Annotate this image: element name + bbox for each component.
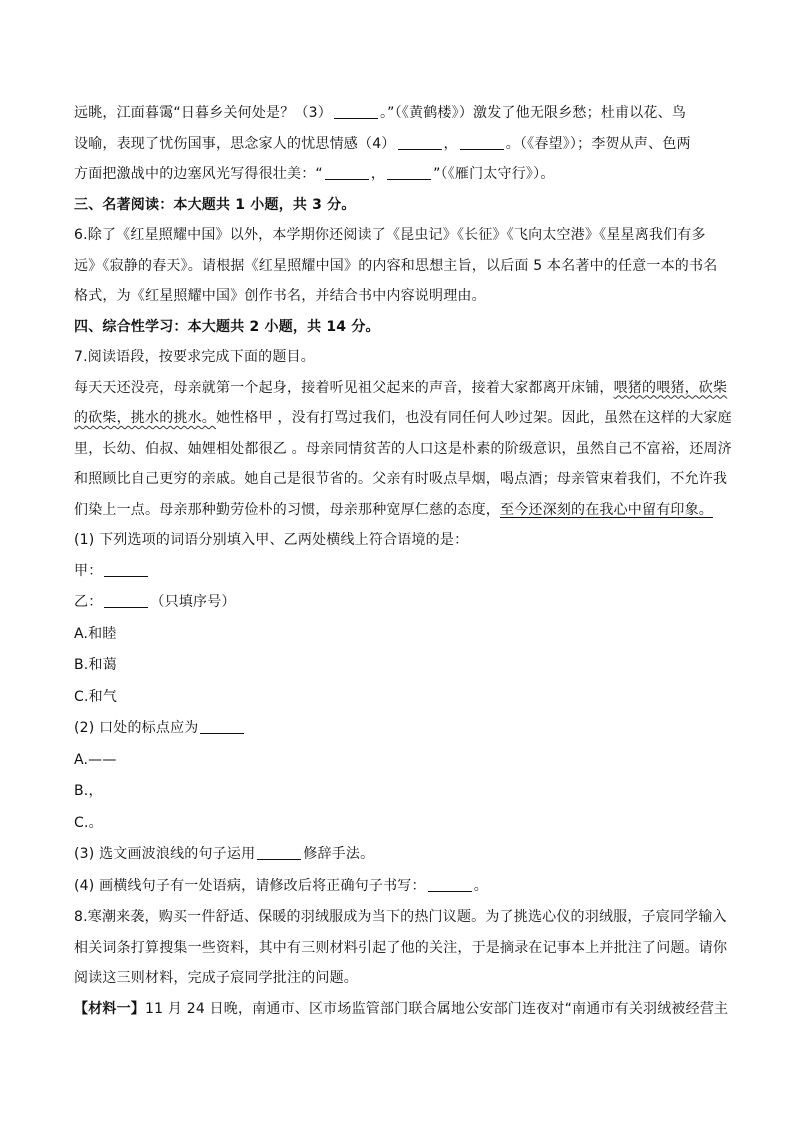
sub-question-2 (74, 713, 722, 745)
text: 方面把激战中的边塞风光写得很壮美：“ (74, 166, 323, 182)
text: (3) 选文画波浪线的句子运用 (74, 846, 256, 862)
passage-line-1 (74, 373, 728, 404)
poem-line-2 (74, 129, 722, 160)
passage-line-4: 和照顾比自己更穷的亲戚。她自己是很节省的。父亲有时吸点旱烟，喝点酒；母亲管束着我们，不允许我 (74, 471, 728, 487)
material-label: 【材料一】 (74, 1000, 145, 1017)
section-4-heading: 四、综合性学习：本大题共 2 小题，共 14 分。 (74, 318, 380, 335)
text: 她性格甲 ，没有打骂过我们，也没有同任何人吵过架。因此，虽然在这样的大家庭 (216, 410, 732, 426)
question-8-line-3: 阅读这三则材料，完成子宸同学批注的问题。 (74, 970, 358, 986)
text: 修辞手法。 (303, 846, 375, 862)
text: 11 月 24 日晚，南通市、区市场监管部门联合属地公安部门连夜对“南通市有关羽绒被经营主 (145, 1000, 729, 1017)
answer-blank-yi[interactable] (104, 591, 148, 608)
question-8-line-2: 相关词条打算搜集一些资料，其中有三则材料引起了他的关注，于是摘录在记事本上并批注了问题。请你 (74, 939, 728, 956)
question-7-title: 7.阅读语段，按要求完成下面的题目。 (74, 349, 315, 365)
option-a: A.和睦 (74, 625, 117, 642)
text: 设喻，表现了忧伤国事，思念家人的忧思情感（4） (74, 135, 396, 152)
section-3-heading: 三、名著阅读：本大题共 1 小题，共 3 分。 (74, 196, 356, 213)
note: （只填序号） (150, 594, 236, 610)
sub-question-1: (1) 下列选项的词语分别填入甲、乙两处横线上符合语境的是： (74, 532, 469, 548)
punct-option-a: A.—— (74, 751, 117, 768)
wavy-underlined-sentence: 的砍柴，挑水的挑水。 (74, 410, 216, 426)
text: ”（《雁门太守行》）。 (433, 166, 555, 182)
text: (4) 画横线句子有一处语病，请修改后将正确句子书写： (74, 877, 426, 894)
text: 。 (473, 877, 488, 894)
text: ， (443, 135, 458, 152)
poem-line-1 (74, 98, 722, 129)
passage-line-3: 里，长幼、伯叔、妯娌相处都很乙 。母亲同情贫苦的人口这是朴素的阶级意识，虽然自己不富裕，还周济 (74, 440, 732, 457)
answer-blank-rhetoric[interactable] (257, 843, 301, 860)
text: 。”（《黄鹤楼》）激发了他无限乡愁；杜甫以花、鸟 (379, 105, 687, 121)
punct-option-b: B.， (74, 783, 103, 799)
option-b: B.和蔼 (74, 657, 117, 673)
label: 甲： (74, 562, 103, 579)
text: 。（《春望》）；李贺从声、色两 (505, 135, 691, 152)
question-6-line-3: 格式，为《红星照耀中国》创作书名，并结合书中内容说明理由。 (74, 288, 486, 304)
text: 远眺，江面暮霭“日暮乡关何处是？（3） (74, 105, 332, 121)
question-6-line-1: 6.除了《红星照耀中国》以外，本学期你还阅读了《昆虫记》《长征》《飞向太空港》《星星离我们有多 (74, 227, 706, 243)
document-page (74, 98, 732, 1024)
question-6-line-2: 远》《寂静的春天》。请根据《红星照耀中国》的内容和思想主旨，以后面 5 本名著中的任意一本的书名 (74, 257, 718, 274)
answer-blank-5a[interactable] (325, 163, 369, 180)
text: 每天天还没亮，母亲就第一个起身，接着听见祖父起来的声音，接着大家都离开床铺， (74, 379, 614, 396)
answer-blank-4b[interactable] (460, 133, 504, 150)
passage-line-2 (74, 403, 732, 434)
answer-blank-4a[interactable] (398, 133, 442, 150)
material-1-line (74, 994, 729, 1025)
option-c: C.和气 (74, 688, 118, 705)
sub-question-3 (74, 839, 722, 871)
answer-jia (74, 556, 722, 588)
answer-yi (74, 587, 722, 619)
wavy-underlined-sentence: 喂猪的喂猪，砍柴 (613, 379, 728, 396)
underlined-sentence: 至今还深刻的在我心中留有印象。 (500, 501, 713, 518)
answer-blank-5b[interactable] (387, 163, 431, 180)
text: 们染上一点。母亲那种勤劳俭朴的习惯，母亲那种宽厚仁慈的态度， (74, 501, 500, 518)
text: ， (370, 166, 386, 182)
answer-blank-correction[interactable] (428, 875, 472, 892)
poem-line-3 (74, 159, 722, 190)
punct-option-c: C.。 (74, 814, 103, 831)
answer-blank-3[interactable] (334, 102, 378, 119)
text: (2) 口处的标点应为 (74, 720, 199, 736)
passage-line-5 (74, 495, 722, 526)
answer-blank-punct[interactable] (200, 717, 244, 734)
question-8-line-1: 8.寒潮来袭，购买一件舒适、保暖的羽绒服成为当下的热门议题。为了挑选心仪的羽绒服，子宸同学输入 (74, 909, 727, 925)
sub-question-4 (74, 871, 722, 903)
label: 乙： (74, 594, 103, 610)
answer-blank-jia[interactable] (104, 560, 148, 577)
